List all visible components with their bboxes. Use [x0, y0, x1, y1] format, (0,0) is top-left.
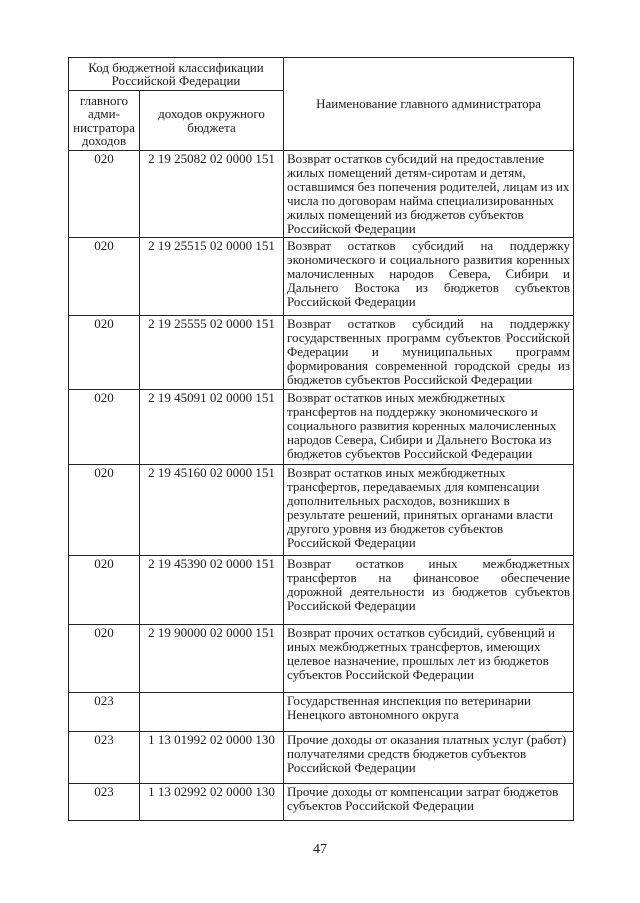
admin-code-cell: 020 — [69, 465, 140, 556]
table-row — [69, 556, 574, 625]
table-row — [69, 238, 574, 316]
administrator-name-cell: Возврат остатков иных межбюджетных трансфертов, передаваемых для компенсации дополнительных расходов, возникших в результате решений, принятых органами власти другого уровня из бюджетов субъектов Российской Федерации — [284, 465, 574, 556]
revenue-code-cell: 2 19 25515 02 0000 151 — [140, 238, 284, 316]
header-group-cell: Код бюджетной классификации Российской Федерации — [69, 58, 284, 91]
admin-code-cell: 020 — [69, 625, 140, 693]
administrator-name-cell: Возврат остатков субсидий на поддержку государственных программ субъектов Российской Федерации и муниципальных программ формирования современной городской среды из бюджетов субъектов Российской Федерации — [284, 316, 574, 390]
header-name-cell: Наименование главного администратора — [284, 58, 574, 151]
admin-code-cell: 020 — [69, 390, 140, 465]
administrator-name-cell: Прочие доходы от компенсации затрат бюджетов субъектов Российской Федерации — [284, 784, 574, 821]
revenue-code-cell: 2 19 45091 02 0000 151 — [140, 390, 284, 465]
administrator-name-cell: Возврат остатков субсидий на предоставление жилых помещений детям-сиротам и детям, оставшимся без попечения родителей, лицам из их числа по договорам найма специализированных жилых помещений из бюджетов субъектов Российской Федерации — [284, 151, 574, 238]
revenue-code-cell: 2 19 25082 02 0000 151 — [140, 151, 284, 238]
header-row-group — [69, 58, 574, 91]
administrator-name-cell: Возврат прочих остатков субсидий, субвенций и иных межбюджетных трансфертов, имеющих целевое назначение, прошлых лет из бюджетов субъектов Российской Федерации — [284, 625, 574, 693]
table-row-section — [69, 693, 574, 732]
admin-code-cell: 023 — [69, 784, 140, 821]
revenue-code-cell-empty — [140, 693, 284, 732]
administrator-name-cell: Возврат остатков иных межбюджетных трансфертов на финансовое обеспечение дорожной деятельности из бюджетов субъектов Российской Федерации — [284, 556, 574, 625]
administrator-name-cell: Государственная инспекция по ветеринарии Ненецкого автономного округа — [284, 693, 574, 732]
table-row — [69, 784, 574, 821]
budget-classification-table — [68, 57, 574, 821]
administrator-name-cell: Возврат остатков субсидий на поддержку экономического и социального развития коренных малочисленных народов Севера, Сибири и Дальнего Востока из бюджетов субъектов Российской Федерации — [284, 238, 574, 316]
revenue-code-cell: 2 19 45160 02 0000 151 — [140, 465, 284, 556]
revenue-code-cell: 2 19 25555 02 0000 151 — [140, 316, 284, 390]
revenue-code-cell: 2 19 45390 02 0000 151 — [140, 556, 284, 625]
header-revenue-cell: доходов окружного бюджета — [140, 91, 284, 151]
revenue-code-cell: 1 13 01992 02 0000 130 — [140, 732, 284, 784]
table-row — [69, 465, 574, 556]
administrator-name-cell: Возврат остатков иных межбюджетных трансфертов на поддержку экономического и социального развития коренных малочисленных народов Севера, Сибири и Дальнего Востока из бюджетов субъектов Российской Федерации — [284, 390, 574, 465]
admin-code-cell: 020 — [69, 238, 140, 316]
table-row — [69, 316, 574, 390]
header-admin-cell: главного адми-нистратора доходов — [69, 91, 140, 151]
admin-code-cell: 023 — [69, 732, 140, 784]
table-row — [69, 732, 574, 784]
admin-code-cell: 020 — [69, 151, 140, 238]
revenue-code-cell: 1 13 02992 02 0000 130 — [140, 784, 284, 821]
table-row — [69, 390, 574, 465]
admin-code-cell: 020 — [69, 556, 140, 625]
administrator-name-cell: Прочие доходы от оказания платных услуг (работ) получателями средств бюджетов субъектов Российской Федерации — [284, 732, 574, 784]
page-number: 47 — [313, 842, 327, 857]
table-row — [69, 151, 574, 238]
revenue-code-cell: 2 19 90000 02 0000 151 — [140, 625, 284, 693]
admin-code-cell: 023 — [69, 693, 140, 732]
admin-code-cell: 020 — [69, 316, 140, 390]
table-row — [69, 625, 574, 693]
